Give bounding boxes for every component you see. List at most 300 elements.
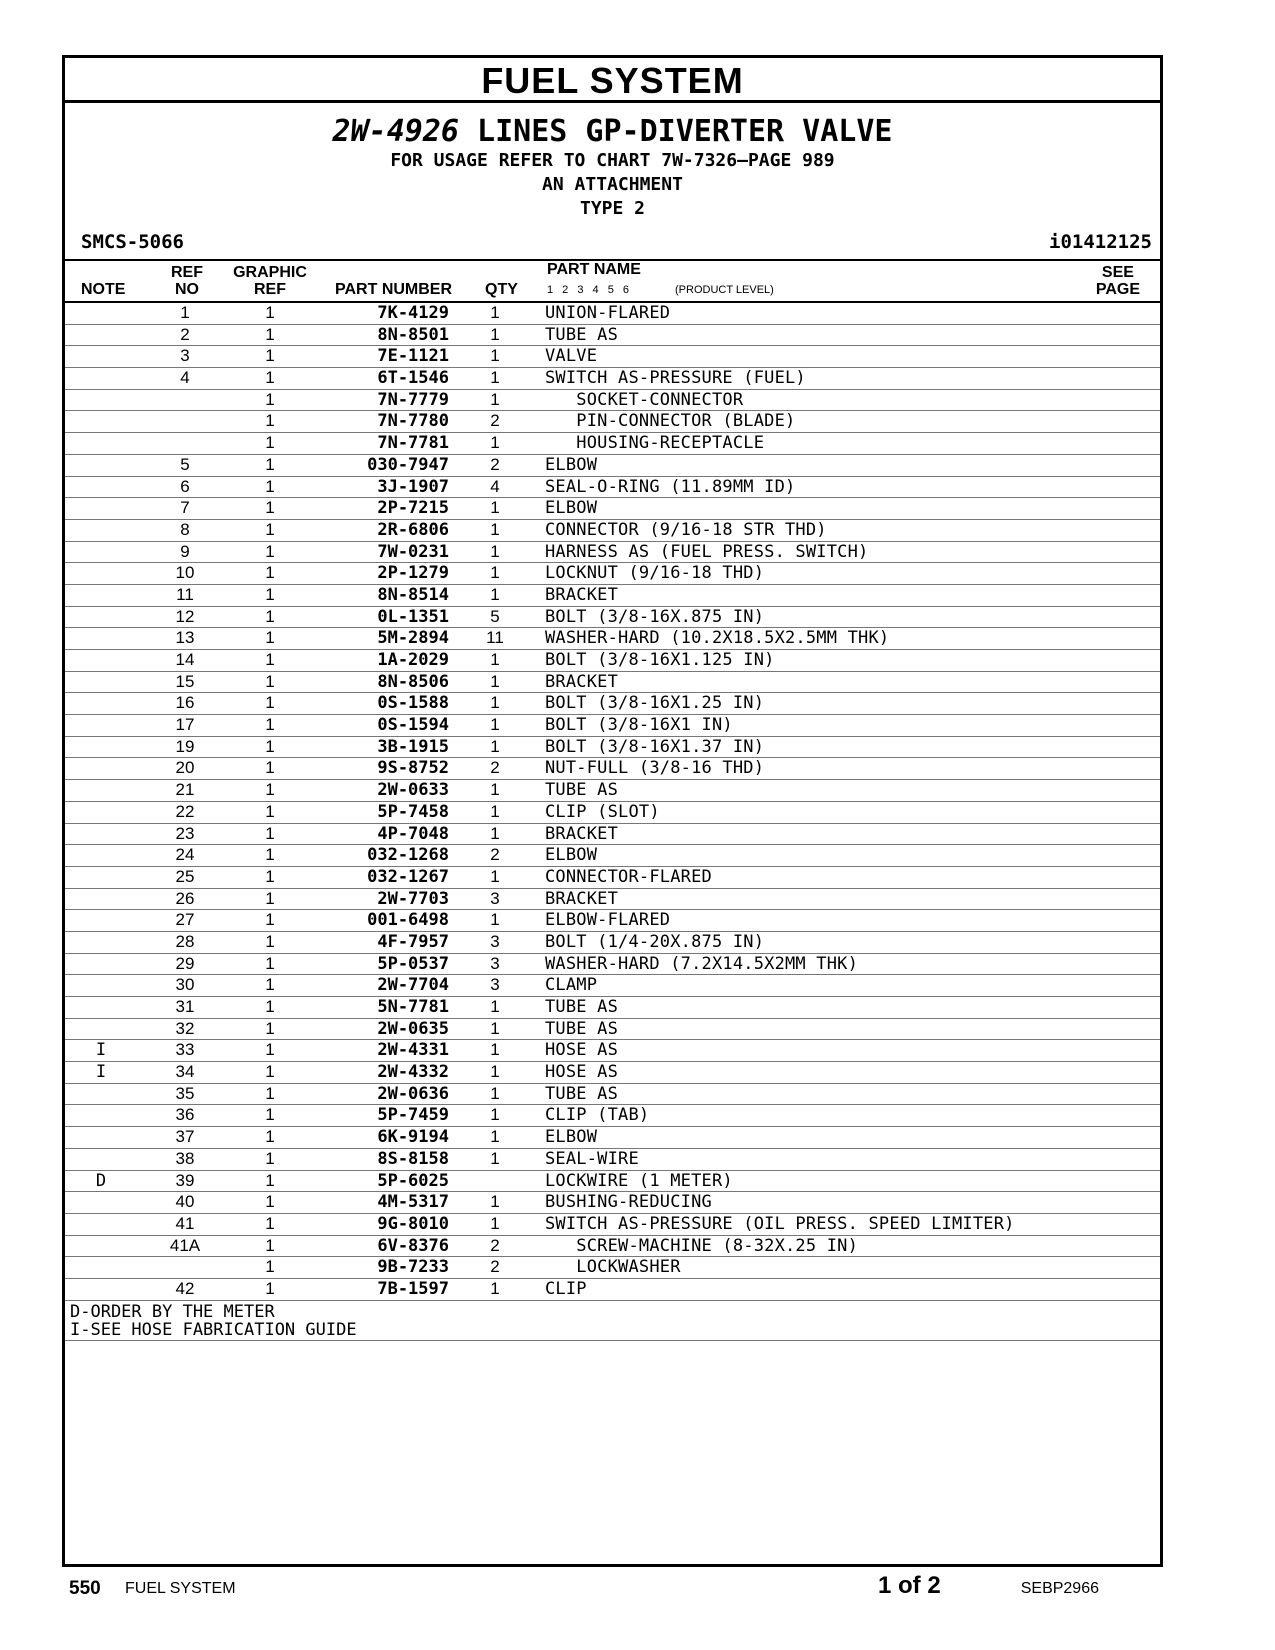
row-ref-no: 2 (180, 324, 190, 344)
table-row (65, 780, 1160, 802)
table-row (65, 520, 1160, 542)
row-note: I (95, 1062, 107, 1083)
row-qty: 2 (490, 1257, 500, 1277)
row-part-name: CLIP (TAB) (545, 1105, 650, 1126)
row-qty: 1 (490, 866, 500, 886)
row-ref-no: 13 (175, 628, 195, 648)
row-part-name: ELBOW (545, 845, 598, 866)
row-part-name: TUBE AS (545, 997, 619, 1017)
row-part-name: WASHER-HARD (7.2X14.5X2MM THK) (545, 953, 859, 974)
row-ref-no: 15 (175, 671, 195, 691)
row-part-number: 7B-1597 (377, 1278, 449, 1299)
row-ref-no: 41 (175, 1213, 195, 1233)
row-part-number: 001-6498 (367, 910, 449, 931)
table-row (65, 1214, 1160, 1236)
row-qty: 1 (490, 1083, 500, 1103)
header-part-number: PART NUMBER (335, 281, 453, 298)
row-part-number: 5M-2894 (377, 628, 449, 649)
row-qty: 1 (490, 498, 500, 518)
row-ref-no: 23 (175, 823, 195, 843)
row-qty: 1 (490, 910, 500, 930)
row-qty: 5 (490, 606, 500, 626)
row-graphic-ref: 1 (265, 498, 275, 518)
row-part-number: 032-1268 (367, 845, 449, 866)
row-part-name: SWITCH AS-PRESSURE (FUEL) (545, 368, 806, 389)
table-row (65, 455, 1160, 477)
attachment-label: AN ATTACHMENT (542, 174, 683, 195)
row-graphic-ref: 1 (265, 845, 275, 865)
row-graphic-ref: 1 (265, 975, 275, 995)
row-part-name: CONNECTOR-FLARED (545, 866, 712, 887)
row-graphic-ref: 1 (265, 1278, 275, 1298)
row-graphic-ref: 1 (265, 584, 275, 604)
row-graphic-ref: 1 (265, 910, 275, 930)
table-row (65, 563, 1160, 585)
row-ref-no: 10 (175, 563, 195, 583)
row-part-number: 7N-7781 (377, 433, 449, 454)
header-ref-top: REF (171, 264, 203, 281)
row-part-name: SOCKET-CONNECTOR (545, 389, 744, 410)
footer-section: FUEL SYSTEM (125, 1580, 236, 1597)
row-qty: 3 (490, 888, 500, 908)
table-row (65, 607, 1160, 629)
row-part-number: 1A-2029 (377, 650, 449, 670)
row-graphic-ref: 1 (265, 953, 275, 973)
row-part-number: 9S-8752 (377, 758, 449, 779)
table-row (65, 1279, 1160, 1301)
table-row (65, 693, 1160, 715)
row-part-number: 032-1267 (367, 866, 449, 887)
row-qty: 1 (490, 1040, 500, 1060)
row-qty: 1 (490, 519, 500, 539)
row-part-name: WASHER-HARD (10.2X18.5X2.5MM THK) (545, 628, 890, 649)
row-part-number: 9B-7233 (377, 1257, 449, 1278)
row-part-number: 7E-1121 (377, 346, 449, 367)
row-ref-no: 42 (175, 1278, 195, 1298)
row-part-number: 8S-8158 (377, 1148, 449, 1169)
row-ref-no: 14 (175, 650, 195, 669)
row-ref-no: 16 (175, 693, 195, 713)
row-qty: 1 (490, 715, 500, 735)
row-part-number: 7K-4129 (377, 303, 449, 323)
row-graphic-ref: 1 (265, 801, 275, 821)
row-ref-no: 26 (175, 888, 195, 908)
header-ref-no (167, 264, 207, 298)
group-number: 2W-4926 (332, 114, 459, 149)
row-graphic-ref: 1 (265, 1213, 275, 1233)
header-part-name: PART NAME (547, 261, 641, 278)
row-part-number: 3B-1915 (377, 736, 449, 757)
row-graphic-ref: 1 (265, 758, 275, 778)
table-row (65, 303, 1160, 325)
illustration-id: i01412125 (1049, 231, 1152, 253)
row-part-name: HOUSING-RECEPTACLE (545, 433, 765, 454)
table-row (65, 889, 1160, 911)
row-graphic-ref: 1 (265, 650, 275, 669)
smcs-code: SMCS-5066 (81, 231, 184, 253)
row-ref-no: 1 (180, 303, 190, 322)
row-part-name: CLIP (SLOT) (545, 801, 660, 822)
row-ref-no: 6 (180, 476, 190, 496)
row-part-number: 3J-1907 (377, 476, 449, 497)
row-graphic-ref: 1 (265, 1105, 275, 1125)
row-part-number: 8N-8501 (377, 324, 449, 345)
row-graphic-ref: 1 (265, 1083, 275, 1103)
row-note: I (95, 1040, 107, 1061)
smcs-row (65, 231, 1160, 261)
row-ref-no: 8 (180, 519, 190, 539)
header-product-levels: 1 2 3 4 5 6 (547, 284, 629, 296)
table-row (65, 1149, 1160, 1171)
row-ref-no: 29 (175, 953, 195, 973)
row-qty: 1 (490, 997, 500, 1016)
row-part-number: 030-7947 (367, 454, 449, 475)
row-part-name: SEAL-WIRE (545, 1148, 639, 1169)
row-qty: 3 (490, 931, 500, 951)
header-graphic-bottom: REF (254, 281, 286, 298)
row-graphic-ref: 1 (265, 303, 275, 322)
row-qty: 3 (490, 975, 500, 995)
row-graphic-ref: 1 (265, 1235, 275, 1255)
row-graphic-ref: 1 (265, 671, 275, 691)
row-part-number: 6V-8376 (377, 1235, 449, 1256)
table-row (65, 867, 1160, 889)
row-qty: 2 (490, 454, 500, 474)
row-ref-no: 3 (180, 346, 190, 366)
table-row (65, 802, 1160, 824)
row-graphic-ref: 1 (265, 888, 275, 908)
row-ref-no: 33 (175, 1040, 195, 1060)
row-ref-no: 38 (175, 1148, 195, 1168)
table-row (65, 975, 1160, 997)
row-qty: 2 (490, 1235, 500, 1255)
table-row (65, 997, 1160, 1019)
table-row (65, 650, 1160, 672)
row-ref-no: 24 (175, 845, 195, 865)
row-qty: 1 (490, 671, 500, 691)
table-row (65, 1171, 1160, 1193)
table-row (65, 737, 1160, 759)
row-part-name: BOLT (3/8-16X1.37 IN) (545, 736, 765, 757)
row-graphic-ref: 1 (265, 433, 275, 453)
table-row (65, 1019, 1160, 1041)
table-row (65, 1084, 1160, 1106)
row-graphic-ref: 1 (265, 541, 275, 561)
row-ref-no: 9 (180, 541, 190, 561)
row-part-name: BOLT (3/8-16X.875 IN) (545, 606, 765, 627)
row-ref-no: 28 (175, 931, 195, 951)
row-graphic-ref: 1 (265, 1257, 275, 1277)
row-part-name: LOCKWIRE (1 METER) (545, 1170, 733, 1191)
row-part-name: SCREW-MACHINE (8-32X.25 IN) (545, 1235, 859, 1256)
row-graphic-ref: 1 (265, 1148, 275, 1168)
row-part-number: 7N-7779 (377, 389, 449, 410)
row-graphic-ref: 1 (265, 1127, 275, 1147)
row-ref-no: 11 (176, 584, 194, 604)
row-part-number: 4M-5317 (377, 1192, 449, 1213)
header-product-level-label: (PRODUCT LEVEL) (675, 284, 774, 296)
row-part-name: TUBE AS (545, 324, 619, 345)
row-graphic-ref: 1 (265, 389, 275, 409)
row-ref-no: 31 (175, 997, 195, 1016)
row-graphic-ref: 1 (265, 346, 275, 366)
document-number: SEBP2966 (1020, 1580, 1099, 1597)
row-part-name: LOCKWASHER (545, 1257, 681, 1278)
row-qty: 1 (490, 1018, 500, 1038)
table-row (65, 1257, 1160, 1279)
group-title (65, 115, 1160, 149)
row-part-number: 0L-1351 (377, 606, 449, 627)
row-part-number: 4P-7048 (377, 823, 449, 844)
note-d: D-ORDER BY THE METER (70, 1301, 275, 1322)
table-row (65, 954, 1160, 976)
row-part-name: ELBOW (545, 498, 598, 519)
row-graphic-ref: 1 (265, 368, 275, 388)
row-ref-no: 37 (175, 1127, 195, 1147)
table-row (65, 824, 1160, 846)
row-qty: 1 (490, 389, 500, 409)
table-row (65, 585, 1160, 607)
row-ref-no: 21 (175, 780, 195, 800)
row-graphic-ref: 1 (265, 780, 275, 800)
row-qty: 1 (490, 1148, 500, 1168)
row-qty: 2 (490, 845, 500, 865)
table-row (65, 433, 1160, 455)
table-row (65, 1040, 1160, 1062)
page-footer (0, 1568, 1275, 1608)
row-part-name: PIN-CONNECTOR (BLADE) (545, 411, 796, 432)
row-graphic-ref: 1 (265, 1192, 275, 1212)
row-qty: 1 (490, 368, 500, 388)
row-part-number: 2W-4332 (377, 1062, 449, 1083)
row-part-number: 5P-7458 (377, 801, 449, 822)
row-ref-no: 27 (175, 910, 195, 930)
table-row (65, 845, 1160, 867)
row-qty: 1 (490, 1213, 500, 1233)
row-part-name: CLIP (545, 1278, 587, 1299)
row-qty: 1 (490, 584, 500, 604)
row-graphic-ref: 1 (265, 931, 275, 951)
row-part-number: 2W-7704 (377, 975, 449, 996)
group-name: LINES GP-DIVERTER VALVE (477, 114, 893, 149)
row-graphic-ref: 1 (265, 519, 275, 539)
row-part-name: LOCKNUT (9/16-18 THD) (545, 563, 765, 584)
row-part-number: 5N-7781 (377, 997, 449, 1017)
note-i: I-SEE HOSE FABRICATION GUIDE (70, 1319, 357, 1340)
row-qty: 3 (490, 953, 500, 973)
row-part-name: TUBE AS (545, 1018, 619, 1039)
row-qty: 1 (490, 541, 500, 561)
row-graphic-ref: 1 (265, 1018, 275, 1038)
row-part-number: 2P-1279 (377, 563, 449, 584)
row-part-number: 2P-7215 (377, 498, 449, 519)
row-part-name: BRACKET (545, 584, 619, 605)
row-ref-no: 5 (180, 454, 190, 474)
table-row (65, 368, 1160, 390)
row-part-name: BRACKET (545, 823, 619, 844)
row-graphic-ref: 1 (265, 997, 275, 1016)
row-part-name: VALVE (545, 346, 598, 367)
row-qty: 1 (490, 780, 500, 800)
header-ref-bottom: NO (175, 281, 199, 298)
row-part-name: UNION-FLARED (545, 303, 671, 323)
row-part-name: BOLT (3/8-16X1 IN) (545, 715, 733, 736)
row-graphic-ref: 1 (265, 476, 275, 496)
header-see-page (1096, 264, 1140, 298)
row-part-number: 2R-6806 (377, 519, 449, 540)
table-row (65, 1127, 1160, 1149)
section-title: FUEL SYSTEM (65, 58, 1160, 103)
row-part-name: BRACKET (545, 671, 619, 692)
parts-table (65, 303, 1160, 1301)
notes-section (65, 1301, 1160, 1341)
row-qty: 1 (490, 693, 500, 713)
row-part-number: 6T-1546 (377, 368, 449, 389)
row-part-number: 8N-8506 (377, 671, 449, 692)
row-qty: 1 (490, 650, 500, 669)
table-row (65, 411, 1160, 433)
row-part-name: SWITCH AS-PRESSURE (OIL PRESS. SPEED LIMITER) (545, 1213, 1015, 1234)
header-note: NOTE (81, 281, 126, 298)
row-graphic-ref: 1 (265, 1062, 275, 1082)
row-ref-no: 17 (175, 715, 195, 735)
table-row (65, 1192, 1160, 1214)
header-qty: QTY (485, 281, 518, 298)
sheet-indicator: 1 of 2 (878, 1572, 941, 1599)
header-see-top: SEE (1101, 264, 1134, 281)
row-qty: 1 (490, 324, 500, 344)
row-qty: 1 (490, 736, 500, 756)
row-part-number: 9G-8010 (377, 1213, 449, 1234)
row-qty: 2 (490, 758, 500, 778)
table-row (65, 1236, 1160, 1258)
row-part-name: TUBE AS (545, 780, 619, 801)
row-part-name: HOSE AS (545, 1040, 619, 1061)
column-headers (65, 261, 1160, 303)
row-part-number: 5P-7459 (377, 1105, 449, 1126)
row-ref-no: 4 (180, 368, 190, 388)
table-row (65, 1062, 1160, 1084)
row-qty: 1 (490, 433, 500, 453)
row-ref-no: 20 (175, 758, 195, 778)
row-graphic-ref: 1 (265, 715, 275, 735)
table-row (65, 477, 1160, 499)
row-qty: 2 (490, 411, 500, 431)
row-part-number: 2W-7703 (377, 888, 449, 909)
header-graphic-top: GRAPHIC (233, 264, 307, 281)
row-qty: 1 (490, 823, 500, 843)
row-part-name: HOSE AS (545, 1062, 619, 1083)
row-ref-no: 19 (175, 736, 195, 756)
row-graphic-ref: 1 (265, 628, 275, 648)
row-part-name: CLAMP (545, 975, 598, 996)
table-row (65, 758, 1160, 780)
table-row (65, 325, 1160, 347)
row-part-name: NUT-FULL (3/8-16 THD) (545, 758, 765, 779)
row-graphic-ref: 1 (265, 411, 275, 431)
row-qty: 1 (490, 346, 500, 366)
row-part-name: ELBOW (545, 454, 598, 475)
row-part-number: 2W-0636 (377, 1083, 449, 1104)
row-part-name: SEAL-O-RING (11.89MM ID) (545, 476, 796, 497)
row-graphic-ref: 1 (265, 1040, 275, 1060)
row-graphic-ref: 1 (265, 823, 275, 843)
row-qty: 1 (490, 1127, 500, 1147)
row-ref-no: 34 (175, 1062, 195, 1082)
row-qty: 1 (490, 1192, 500, 1212)
row-ref-no: 30 (175, 975, 195, 995)
row-part-number: 4F-7957 (377, 931, 449, 952)
row-qty: 1 (490, 801, 500, 821)
row-part-name: BUSHING-REDUCING (545, 1192, 712, 1213)
row-part-number: 2W-4331 (377, 1040, 449, 1061)
row-graphic-ref: 1 (265, 606, 275, 626)
row-part-number: 0S-1588 (377, 693, 449, 714)
row-ref-no: 12 (175, 606, 195, 626)
row-graphic-ref: 1 (265, 563, 275, 583)
row-ref-no: 7 (180, 498, 190, 518)
header-graphic-ref (230, 264, 310, 298)
row-ref-no: 35 (175, 1083, 195, 1103)
row-part-name: HARNESS AS (FUEL PRESS. SWITCH) (545, 541, 869, 562)
row-note: D (95, 1170, 107, 1191)
row-qty: 1 (490, 1105, 500, 1125)
row-graphic-ref: 1 (265, 736, 275, 756)
row-part-number: 2W-0635 (377, 1018, 449, 1039)
row-part-number: 2W-0633 (377, 780, 449, 801)
row-ref-no: 36 (175, 1105, 195, 1125)
table-row (65, 715, 1160, 737)
row-ref-no: 41A (169, 1235, 201, 1255)
row-part-number: 0S-1594 (377, 715, 449, 736)
row-part-number: 6K-9194 (377, 1127, 449, 1148)
table-row (65, 542, 1160, 564)
table-row (65, 390, 1160, 412)
row-ref-no: 39 (175, 1170, 195, 1190)
table-row (65, 498, 1160, 520)
row-qty: 11 (486, 628, 504, 648)
row-ref-no: 22 (175, 801, 195, 821)
table-row (65, 1105, 1160, 1127)
row-qty: 1 (490, 1062, 500, 1082)
row-part-number: 5P-6025 (377, 1170, 449, 1191)
row-part-name: TUBE AS (545, 1083, 619, 1104)
row-ref-no: 40 (175, 1192, 195, 1212)
type-label: TYPE 2 (579, 198, 646, 219)
row-graphic-ref: 1 (265, 324, 275, 344)
table-row (65, 672, 1160, 694)
row-part-name: CONNECTOR (9/16-18 STR THD) (545, 519, 827, 540)
row-qty: 1 (490, 303, 500, 322)
table-row (65, 910, 1160, 932)
group-header (65, 115, 1160, 221)
parts-list-frame (62, 55, 1163, 1567)
row-graphic-ref: 1 (265, 866, 275, 886)
row-part-number: 8N-8514 (377, 584, 449, 605)
row-part-name: BOLT (1/4-20X.875 IN) (545, 931, 765, 952)
row-part-number: 7N-7780 (377, 411, 449, 432)
row-ref-no: 32 (175, 1018, 195, 1038)
row-part-name: BOLT (3/8-16X1.125 IN) (545, 650, 775, 670)
row-part-name: BOLT (3/8-16X1.25 IN) (545, 693, 765, 714)
row-part-name: ELBOW (545, 1127, 598, 1148)
row-graphic-ref: 1 (265, 693, 275, 713)
row-qty: 1 (490, 1278, 500, 1298)
row-part-name: ELBOW-FLARED (545, 910, 671, 931)
row-qty: 1 (490, 563, 500, 583)
row-part-name: BRACKET (545, 888, 619, 909)
row-ref-no: 25 (175, 866, 195, 886)
